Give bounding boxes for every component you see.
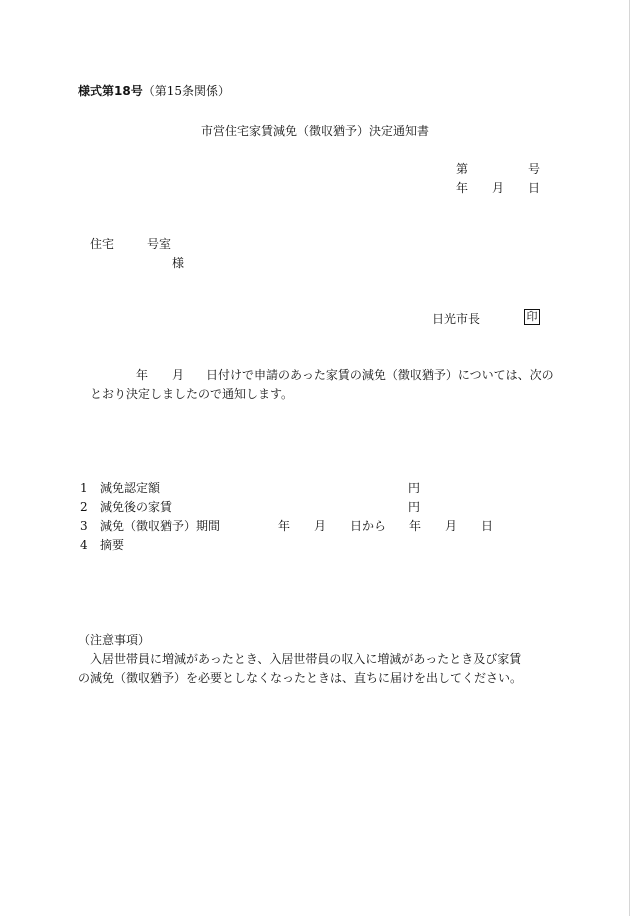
item3-from-year: 年	[278, 519, 291, 533]
addressee-housing: 住宅	[90, 237, 115, 251]
item3-to-year: 年	[409, 519, 422, 533]
item3-to-month: 月	[445, 519, 458, 533]
seal-box: 印	[524, 309, 540, 325]
notes-line1: 入居世帯員に増減があったとき、入居世帯員の収入に増減があったとき及び家賃	[90, 652, 522, 666]
item3-number: 3	[80, 519, 88, 533]
item1-number: 1	[80, 481, 88, 495]
item1-label: 減免認定額	[100, 481, 161, 495]
item3-from-day: 日から	[350, 519, 387, 533]
body-month: 月	[172, 368, 185, 382]
form-number-label: 様式第18号	[78, 84, 143, 98]
form-number	[78, 84, 230, 98]
doc-number-dai: 第	[456, 162, 469, 176]
body-line2: とおり決定しましたので通知します。	[90, 387, 294, 401]
date-day: 日	[528, 181, 541, 195]
item2-number: 2	[80, 500, 88, 514]
item4-number: 4	[80, 538, 88, 552]
item2-label: 減免後の家賃	[100, 500, 173, 514]
form-number-note: （第15条関係）	[142, 84, 230, 98]
document-title: 市営住宅家賃減免（徴収猶予）決定通知書	[201, 124, 430, 138]
notes-line2: の減免（徴収猶予）を必要としなくなったときは、直ちに届けを出してください。	[78, 671, 523, 685]
addressee-honorific: 様	[172, 256, 185, 270]
item2-unit: 円	[408, 500, 421, 514]
doc-number-go: 号	[528, 162, 541, 176]
body-line1: 日付けで申請のあった家賃の減免（徴収猶予）については、次の	[206, 368, 554, 382]
date-month: 月	[492, 181, 505, 195]
issuer-mayor: 日光市長	[432, 312, 481, 326]
item3-from-month: 月	[314, 519, 327, 533]
date-year: 年	[456, 181, 469, 195]
notes-heading: （注意事項）	[78, 633, 151, 647]
body-year: 年	[136, 368, 149, 382]
item3-to-day: 日	[481, 519, 494, 533]
item4-label: 摘要	[100, 538, 125, 552]
addressee-room: 号室	[147, 237, 172, 251]
item1-unit: 円	[408, 481, 421, 495]
item3-label: 減免（徴収猶予）期間	[100, 519, 221, 533]
